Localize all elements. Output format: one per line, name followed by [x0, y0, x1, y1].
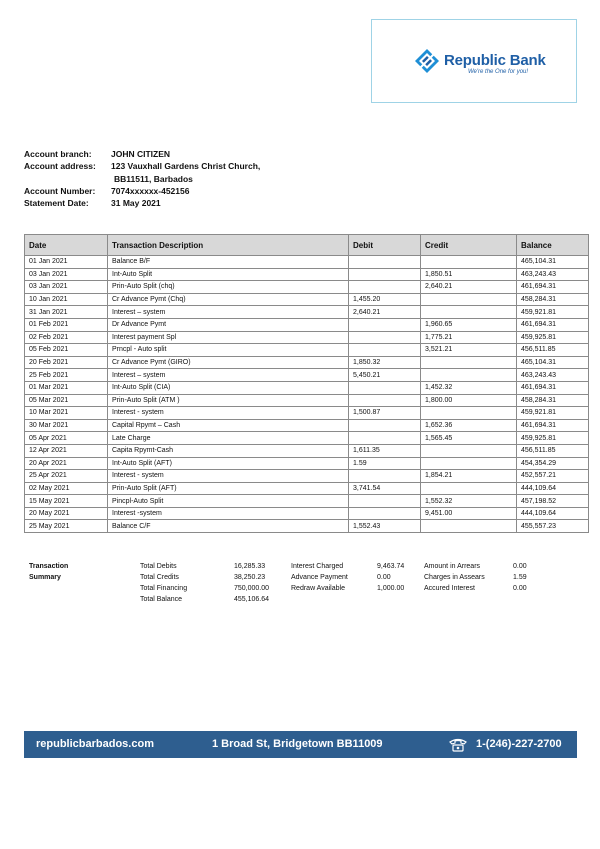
credit-cell: 1,565.45	[421, 432, 517, 445]
description-cell: Int-Auto Split (CIA)	[108, 381, 349, 394]
credit-cell	[421, 520, 517, 533]
footer-address: 1 Broad St, Bridgetown BB11009	[212, 738, 383, 750]
debit-cell: 1,611.35	[349, 444, 421, 457]
statement-date-value: 31 May 2021	[111, 198, 161, 209]
account-address-line1: 123 Vauxhall Gardens Christ Church,	[111, 161, 261, 172]
description-cell: Interest payment Spl	[108, 331, 349, 344]
credit-cell	[421, 293, 517, 306]
summary-arrears-labels	[424, 561, 485, 594]
total-balance-value: 455,106.64	[234, 596, 270, 603]
credit-cell: 1,854.21	[421, 470, 517, 483]
credit-cell: 1,552.32	[421, 495, 517, 508]
debit-cell: 1.59	[349, 457, 421, 470]
table-row	[25, 306, 589, 319]
balance-cell: 456,511.85	[517, 344, 589, 357]
date-cell: 03 Jan 2021	[25, 281, 108, 294]
table-row	[25, 331, 589, 344]
total-debits-value: 16,285.33	[234, 563, 266, 570]
balance-cell: 461,694.31	[517, 318, 589, 331]
debit-cell	[349, 507, 421, 520]
description-cell: Prin-Auto Split (ATM )	[108, 394, 349, 407]
column-header-description: Transaction Description	[108, 235, 349, 256]
republic-bank-logo-icon	[414, 48, 440, 74]
table-row	[25, 507, 589, 520]
table-row	[25, 293, 589, 306]
debit-cell	[349, 432, 421, 445]
table-row	[25, 256, 589, 269]
credit-cell: 3,521.21	[421, 344, 517, 357]
amount-in-arrears-label: Amount in Arrears	[424, 563, 481, 570]
date-cell: 25 Feb 2021	[25, 369, 108, 382]
credit-cell: 1,960.65	[421, 318, 517, 331]
account-branch-value: JOHN CITIZEN	[111, 149, 171, 159]
column-header-balance: Balance	[517, 235, 589, 256]
description-cell: Int-Auto Split	[108, 268, 349, 281]
transactions-table	[24, 234, 589, 533]
interest-charged-value: 9,463.74	[377, 563, 405, 570]
credit-cell: 1,850.51	[421, 268, 517, 281]
account-details	[24, 148, 334, 209]
debit-cell	[349, 331, 421, 344]
debit-cell: 3,741.54	[349, 482, 421, 495]
description-cell: Capital Rpymt – Cash	[108, 419, 349, 432]
debit-cell	[349, 268, 421, 281]
bank-tagline: We're the One for you!	[468, 69, 529, 75]
summary-arrears-values	[513, 561, 527, 594]
description-cell: Cr Advance Pymt (GIRO)	[108, 356, 349, 369]
table-row	[25, 444, 589, 457]
date-cell: 30 Mar 2021	[25, 419, 108, 432]
credit-cell	[421, 306, 517, 319]
statement-date-label: Statement Date:	[24, 198, 89, 209]
date-cell: 20 Apr 2021	[25, 457, 108, 470]
table-row	[25, 281, 589, 294]
total-debits-label: Total Debits	[140, 563, 177, 570]
date-cell: 10 Mar 2021	[25, 407, 108, 420]
table-row	[25, 407, 589, 420]
table-row	[25, 369, 589, 382]
description-cell: Prin-Auto Split (AFT)	[108, 482, 349, 495]
date-cell: 03 Jan 2021	[25, 268, 108, 281]
column-header-credit: Credit	[421, 235, 517, 256]
credit-cell: 2,640.21	[421, 281, 517, 294]
table-row	[25, 419, 589, 432]
balance-cell: 461,694.31	[517, 419, 589, 432]
summary-title-line2: Summary	[29, 574, 61, 581]
balance-cell: 463,243.43	[517, 369, 589, 382]
amount-in-arrears-value: 0.00	[513, 563, 527, 570]
balance-cell: 456,511.85	[517, 444, 589, 457]
date-cell: 01 Mar 2021	[25, 381, 108, 394]
credit-cell: 1,800.00	[421, 394, 517, 407]
description-cell: Dr Advance Pymt	[108, 318, 349, 331]
balance-cell: 452,557.21	[517, 470, 589, 483]
table-row	[25, 470, 589, 483]
table-row	[25, 268, 589, 281]
table-row	[25, 356, 589, 369]
footer-website-link[interactable]: republicbarbados.com	[36, 738, 154, 750]
summary-title	[29, 561, 68, 583]
description-cell: Prncpl - Auto split	[108, 344, 349, 357]
footer-bar	[24, 731, 577, 758]
credit-cell	[421, 369, 517, 382]
credit-cell: 1,652.36	[421, 419, 517, 432]
debit-cell: 5,450.21	[349, 369, 421, 382]
credit-cell	[421, 457, 517, 470]
credit-cell	[421, 356, 517, 369]
debit-cell	[349, 381, 421, 394]
description-cell: Pincpl-Auto Split	[108, 495, 349, 508]
credit-cell	[421, 407, 517, 420]
balance-cell: 454,354.29	[517, 457, 589, 470]
table-row	[25, 520, 589, 533]
credit-cell: 1,452.32	[421, 381, 517, 394]
date-cell: 01 Feb 2021	[25, 318, 108, 331]
table-row	[25, 457, 589, 470]
balance-cell: 458,284.31	[517, 293, 589, 306]
total-balance-label: Total Balance	[140, 596, 183, 603]
debit-cell: 1,552.43	[349, 520, 421, 533]
description-cell: Interest -system	[108, 507, 349, 520]
total-financing-value: 750,000.00	[234, 585, 270, 592]
date-cell: 05 Mar 2021	[25, 394, 108, 407]
date-cell: 01 Jan 2021	[25, 256, 108, 269]
date-cell: 15 May 2021	[25, 495, 108, 508]
column-header-date: Date	[25, 235, 108, 256]
debit-cell: 1,500.87	[349, 407, 421, 420]
balance-cell: 459,921.81	[517, 407, 589, 420]
balance-cell: 458,284.31	[517, 394, 589, 407]
summary-title-line1: Transaction	[29, 563, 69, 570]
date-cell: 05 Apr 2021	[25, 432, 108, 445]
advance-payment-value: 0.00	[377, 574, 391, 581]
credit-cell	[421, 256, 517, 269]
charges-in-arrears-label: Charges in Assears	[424, 574, 485, 581]
credit-cell	[421, 444, 517, 457]
debit-cell	[349, 495, 421, 508]
advance-payment-label: Advance Payment	[291, 574, 348, 581]
balance-cell: 444,109.64	[517, 507, 589, 520]
account-address-line2: BB11511, Barbados	[114, 173, 193, 184]
balance-cell: 465,104.31	[517, 256, 589, 269]
table-row	[25, 344, 589, 357]
balance-cell: 463,243.43	[517, 268, 589, 281]
account-number-label: Account Number:	[24, 185, 96, 196]
description-cell: Interest - system	[108, 407, 349, 420]
description-cell: Interest – system	[108, 369, 349, 382]
debit-cell	[349, 344, 421, 357]
telephone-icon	[448, 737, 468, 753]
date-cell: 02 Feb 2021	[25, 331, 108, 344]
total-financing-label: Total Financing	[140, 585, 188, 592]
total-credits-label: Total Credits	[140, 574, 179, 581]
table-row	[25, 394, 589, 407]
table-row	[25, 432, 589, 445]
date-cell: 25 Apr 2021	[25, 470, 108, 483]
table-row	[25, 482, 589, 495]
description-cell: Interest - system	[108, 470, 349, 483]
accured-interest-label: Accured Interest	[424, 585, 475, 592]
summary-totals-labels	[140, 561, 187, 605]
description-cell: Balance C/F	[108, 520, 349, 533]
balance-cell: 459,925.81	[517, 432, 589, 445]
balance-cell: 461,694.31	[517, 381, 589, 394]
date-cell: 20 May 2021	[25, 507, 108, 520]
bank-name: Republic Bank	[444, 52, 546, 69]
account-number-value: 7074xxxxxx-452156	[111, 185, 190, 196]
date-cell: 12 Apr 2021	[25, 444, 108, 457]
debit-cell: 1,850.32	[349, 356, 421, 369]
description-cell: Late Charge	[108, 432, 349, 445]
balance-cell: 465,104.31	[517, 356, 589, 369]
credit-cell: 1,775.21	[421, 331, 517, 344]
table-row	[25, 318, 589, 331]
bank-logo-box	[371, 19, 577, 103]
balance-cell: 459,925.81	[517, 331, 589, 344]
footer-phone-link[interactable]: 1-(246)-227-2700	[476, 738, 562, 750]
table-row	[25, 381, 589, 394]
accured-interest-value: 0.00	[513, 585, 527, 592]
debit-cell	[349, 419, 421, 432]
balance-cell: 444,109.64	[517, 482, 589, 495]
balance-cell: 455,557.23	[517, 520, 589, 533]
debit-cell	[349, 470, 421, 483]
interest-charged-label: Interest Charged	[291, 563, 344, 570]
debit-cell	[349, 281, 421, 294]
balance-cell: 459,921.81	[517, 306, 589, 319]
credit-cell: 9,451.00	[421, 507, 517, 520]
redraw-available-label: Redraw Available	[291, 585, 345, 592]
description-cell: Capita Rpymt-Cash	[108, 444, 349, 457]
description-cell: Prin-Auto Split (chq)	[108, 281, 349, 294]
description-cell: Int-Auto Split (AFT)	[108, 457, 349, 470]
debit-cell	[349, 394, 421, 407]
debit-cell	[349, 318, 421, 331]
debit-cell	[349, 256, 421, 269]
table-header-row	[25, 235, 589, 256]
date-cell: 25 May 2021	[25, 520, 108, 533]
redraw-available-value: 1,000.00	[377, 585, 405, 592]
credit-cell	[421, 482, 517, 495]
balance-cell: 457,198.52	[517, 495, 589, 508]
debit-cell: 2,640.21	[349, 306, 421, 319]
charges-in-arrears-value: 1.59	[513, 574, 527, 581]
summary-totals-values	[234, 561, 269, 605]
total-credits-value: 38,250.23	[234, 574, 266, 581]
column-header-debit: Debit	[349, 235, 421, 256]
date-cell: 05 Feb 2021	[25, 344, 108, 357]
description-cell: Cr Advance Pymt (Chq)	[108, 293, 349, 306]
summary-interest-labels	[291, 561, 348, 594]
date-cell: 02 May 2021	[25, 482, 108, 495]
balance-cell: 461,694.31	[517, 281, 589, 294]
debit-cell: 1,455.20	[349, 293, 421, 306]
table-row	[25, 495, 589, 508]
summary-interest-values	[377, 561, 404, 594]
account-branch-label: Account branch:	[24, 149, 92, 159]
date-cell: 20 Feb 2021	[25, 356, 108, 369]
description-cell: Interest – system	[108, 306, 349, 319]
date-cell: 31 Jan 2021	[25, 306, 108, 319]
description-cell: Balance B/F	[108, 256, 349, 269]
date-cell: 10 Jan 2021	[25, 293, 108, 306]
account-address-label: Account address:	[24, 161, 96, 172]
